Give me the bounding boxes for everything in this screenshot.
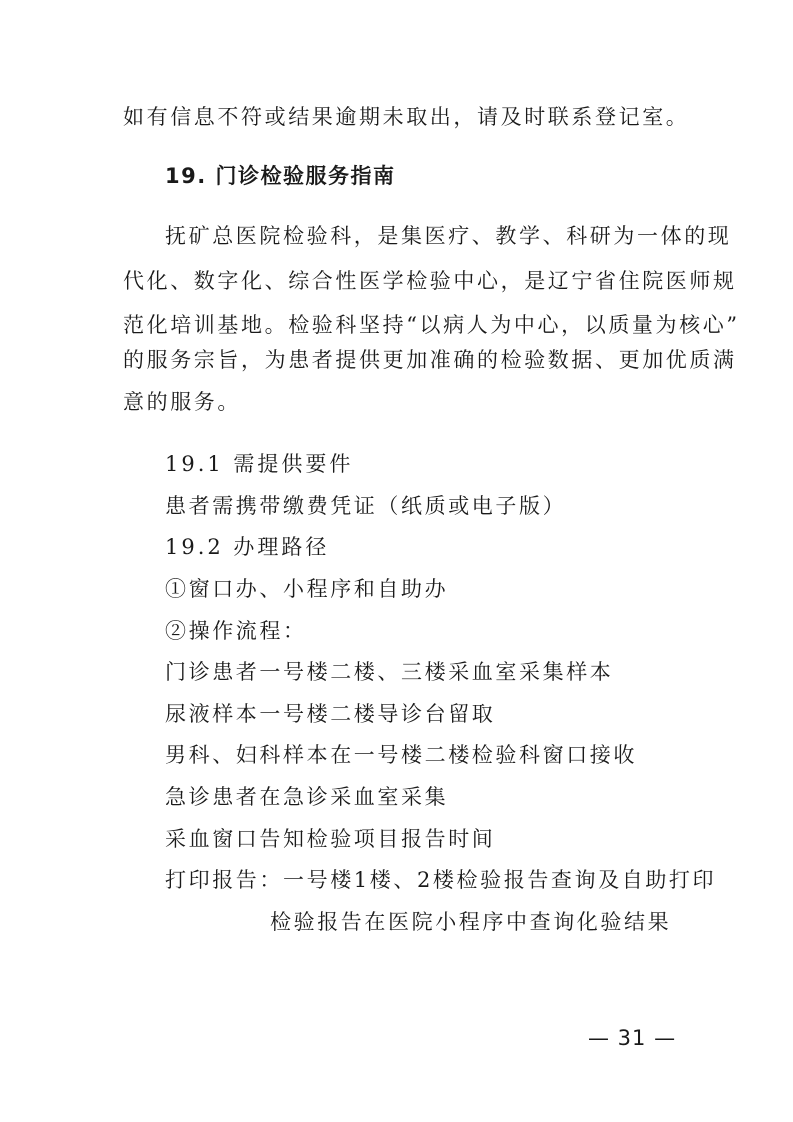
intro-line: 抚矿总医院检验科，是集医疗、教学、科研为一体的现 — [165, 224, 732, 248]
list-item: ①窗口办、小程序和自助办 — [165, 577, 449, 601]
intro-line: 意的服务。 — [123, 390, 241, 414]
list-item: 男科、妇科样本在一号楼二楼检验科窗口接收 — [165, 743, 637, 767]
intro-line: 范化培训基地。检验科坚持“以病人为中心，以质量为核心” — [123, 313, 740, 337]
list-item: 急诊患者在急诊采血室采集 — [165, 785, 449, 809]
intro-line: 代化、数字化、综合性医学检验中心，是辽宁省住院医师规 — [123, 269, 737, 293]
continuation-text: 如有信息不符或结果逾期未取出，请及时联系登记室。 — [123, 105, 690, 129]
section-heading: 19. 门诊检验服务指南 — [165, 164, 396, 188]
list-item: 打印报告：一号楼1楼、2楼检验报告查询及自助打印 — [165, 868, 717, 892]
list-item: 门诊患者一号楼二楼、三楼采血室采集样本 — [165, 660, 614, 684]
list-item: 采血窗口告知检验项目报告时间 — [165, 827, 496, 851]
list-item: 尿液样本一号楼二楼导诊台留取 — [165, 702, 496, 726]
list-item: ②操作流程： — [165, 619, 307, 643]
intro-line: 的服务宗旨，为患者提供更加准确的检验数据、更加优质满 — [123, 348, 737, 372]
page-number: — 31 — — [588, 1026, 677, 1050]
list-item: 检验报告在医院小程序中查询化验结果 — [270, 910, 672, 934]
subsection-1-body: 患者需携带缴费凭证（纸质或电子版） — [165, 494, 567, 518]
subsection-1-heading: 19.1 需提供要件 — [165, 452, 354, 476]
subsection-2-heading: 19.2 办理路径 — [165, 535, 330, 559]
